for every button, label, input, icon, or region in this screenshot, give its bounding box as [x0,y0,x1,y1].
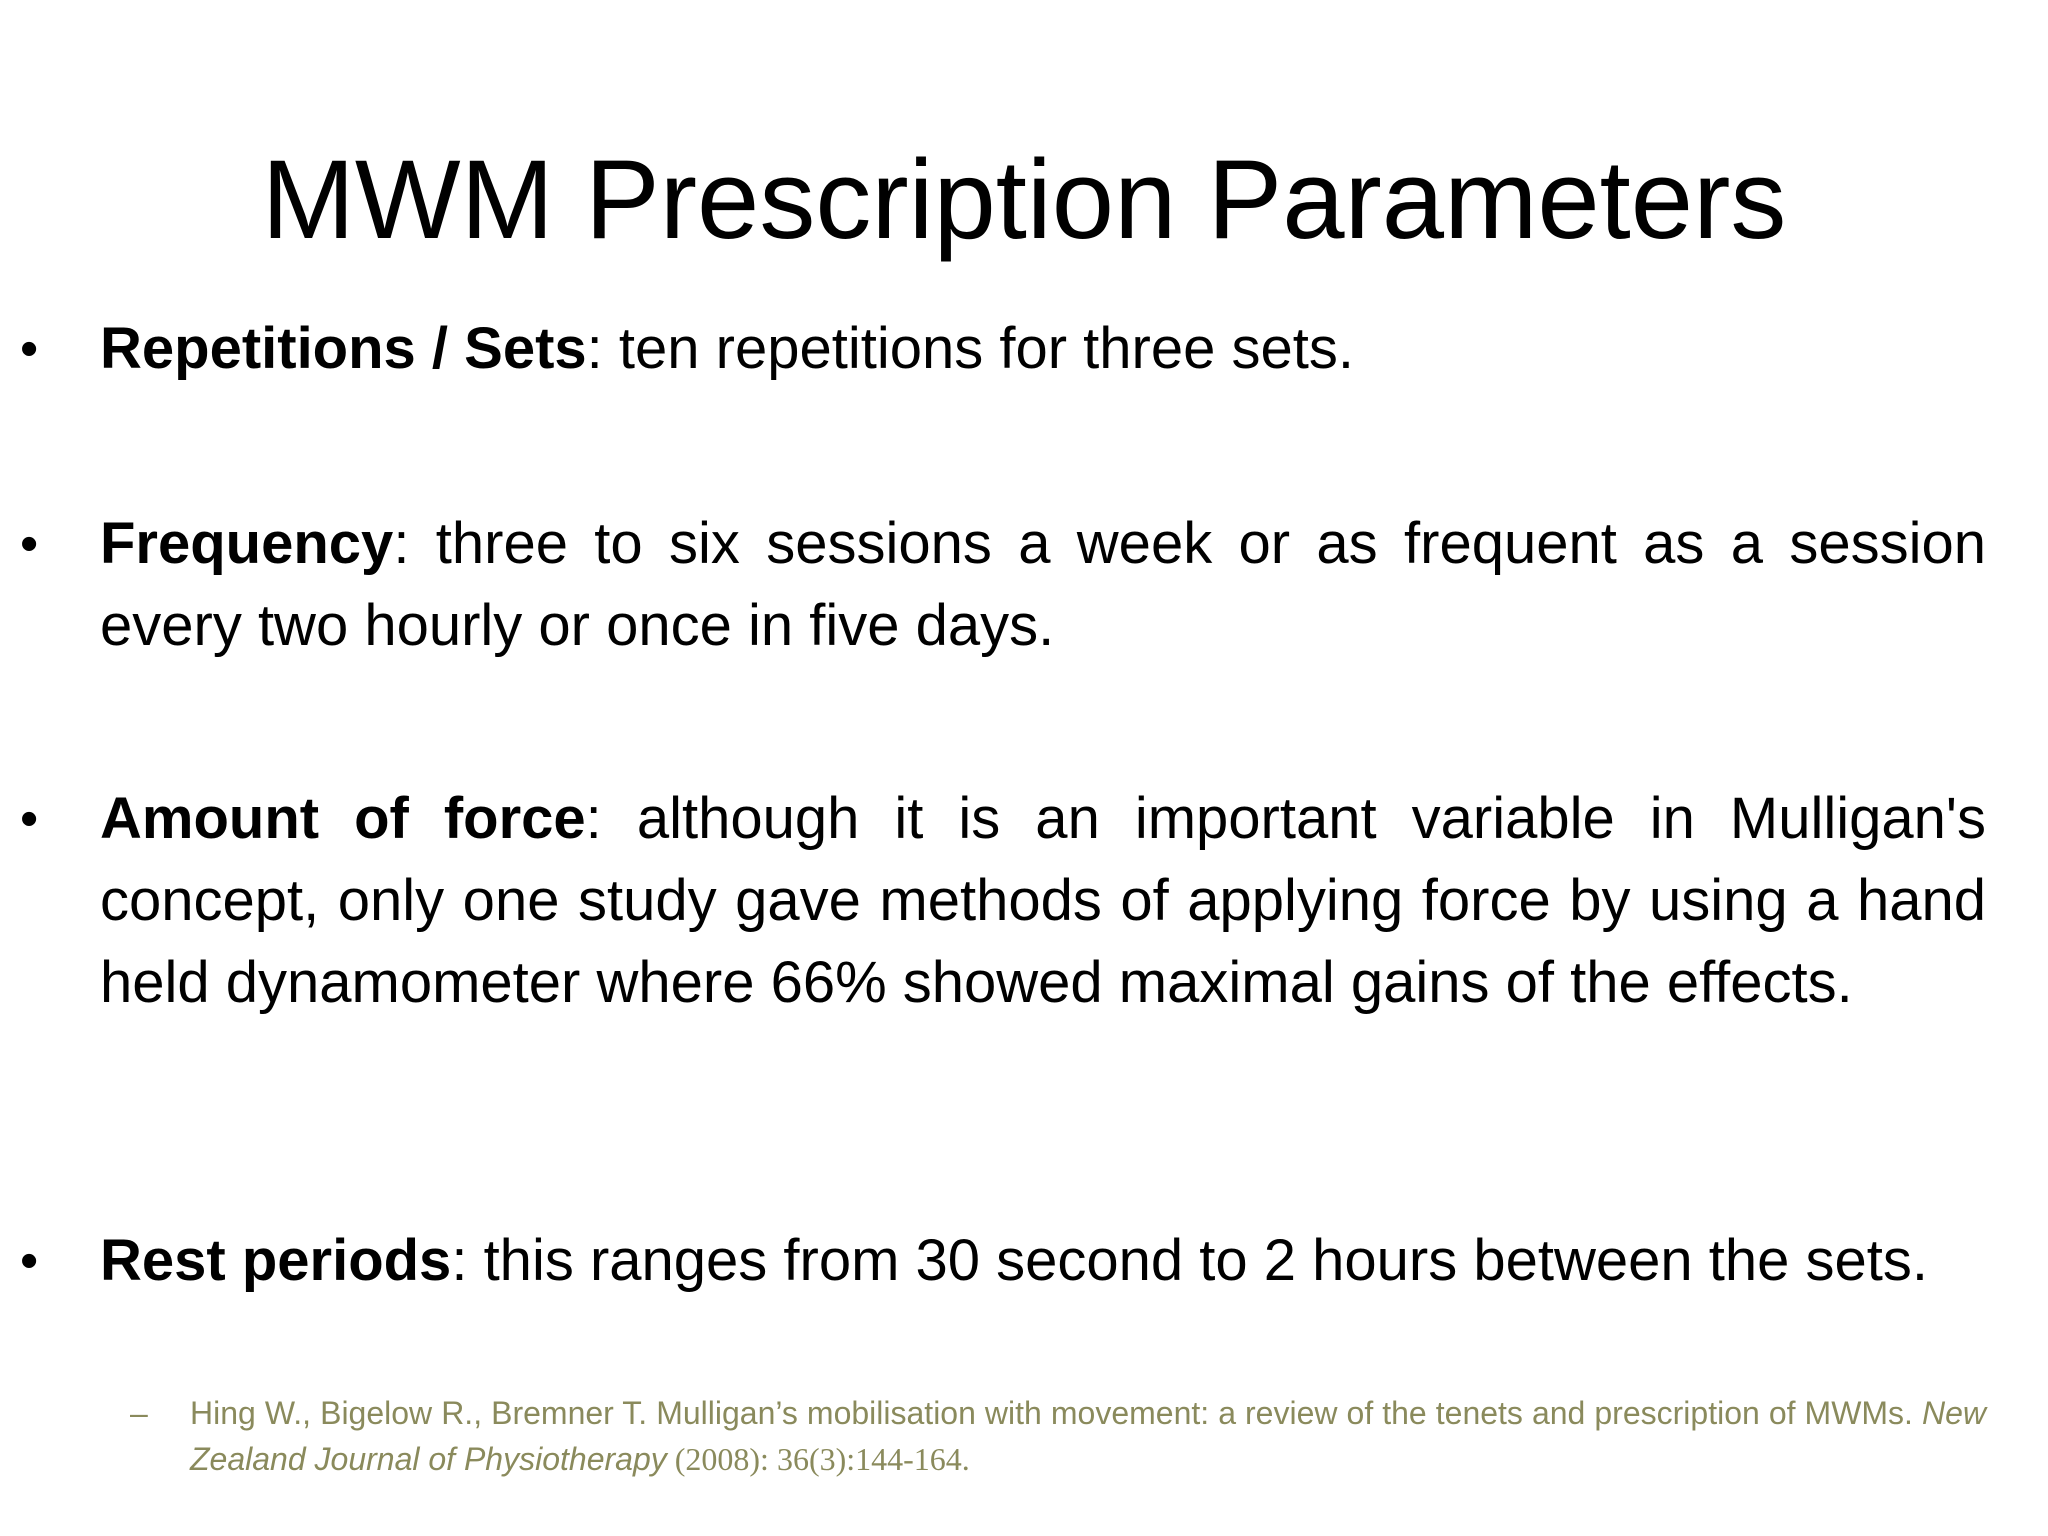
bullet-label: Amount of force [100,786,586,851]
bullet-separator: : [393,511,410,576]
bullet-separator: : [585,786,602,851]
bullet-icon: • [20,1232,39,1290]
reference-authors-title: Hing W., Bigelow R., Bremner T. Mulligan’s mobilisation with movement: a review of the tenets and prescription of MWMs. [190,1395,1922,1431]
bullet-icon: • [20,790,39,848]
bullet-label: Rest periods [100,1228,452,1293]
dash-icon: – [130,1395,148,1431]
bullet-label: Repetitions / Sets [100,316,587,381]
bullet-text: ten repetitions for three sets. [602,316,1354,381]
bullet-separator: : [451,1228,468,1293]
bullet-item-repetitions [20,308,1986,390]
bullet-text: although it is an important variable in Mulligan's concept, only one study gave methods of applying force by using a hand held dynamometer where 66% showed maximal gains of the effects. [100,786,1986,1015]
slide-title: MWM Prescription Parameters [261,137,1787,262]
bullet-separator: : [586,316,603,381]
bullet-item-rest-periods [20,1220,1986,1302]
bullet-text: three to six sessions a week or as frequent as a session every two hourly or once in five days. [100,511,1986,658]
reference-citation [130,1390,1986,1482]
reference-journal: New Zealand Journal of Physiotherapy [190,1395,1986,1477]
bullet-text: this ranges from 30 second to 2 hours between the sets. [467,1228,1928,1293]
reference-volume: (2008): 36(3):144-164. [666,1441,970,1477]
bullet-icon: • [20,320,39,378]
bullet-icon: • [20,515,39,573]
bullet-item-frequency [20,503,1986,667]
bullet-label: Frequency [100,511,394,576]
bullet-item-amount-of-force [20,778,1986,1024]
